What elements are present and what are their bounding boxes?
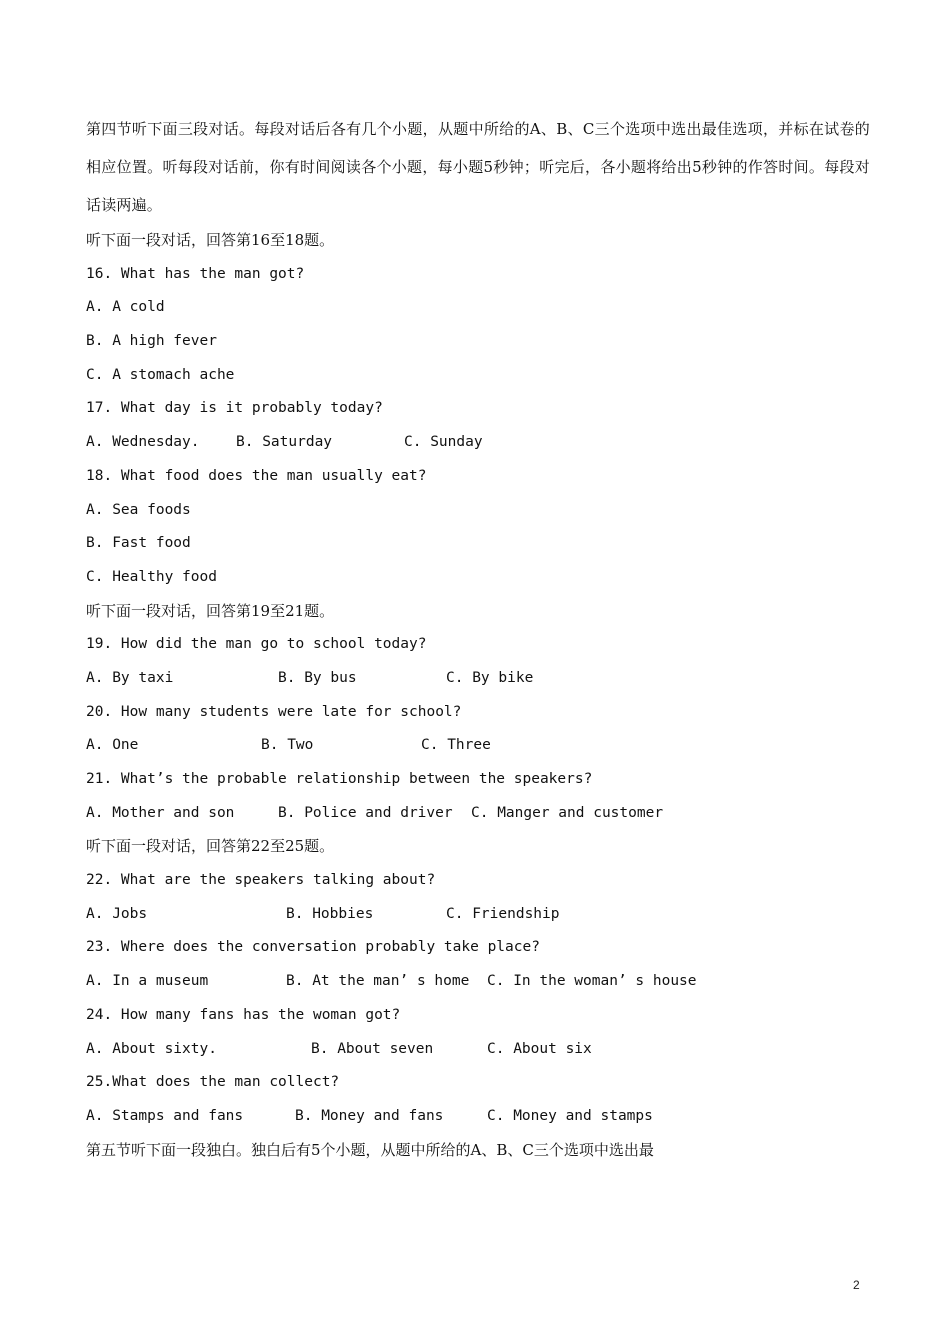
- option-25-b: B. Money and fans: [295, 1107, 444, 1124]
- option-21-c: C. Manger and customer: [471, 804, 664, 821]
- option-18-b: B. Fast food: [86, 535, 191, 552]
- group-heading: 听下面一段对话，回答第22至25题。: [86, 837, 335, 856]
- question-22: 22. What are the speakers talking about?: [86, 872, 436, 889]
- option-20-c: C. Three: [421, 737, 491, 754]
- question-24: 24. How many fans has the woman got?: [86, 1006, 401, 1023]
- question-25: 25.What does the man collect?: [86, 1074, 340, 1091]
- question-21: 21. What’s the probable relationship between the speakers?: [86, 771, 593, 787]
- question-23: 23. Where does the conversation probably take place?: [86, 939, 540, 956]
- question-16: 16. What has the man got?: [86, 265, 305, 282]
- options-22: [86, 898, 870, 932]
- option-23-b: B. At the man’ s home: [286, 973, 470, 990]
- question-20: 20. How many students were late for school?: [86, 703, 462, 720]
- group-heading: 听下面一段对话，回答第19至21题。: [86, 601, 335, 620]
- group-heading: 听下面一段对话，回答第16至18题。: [86, 231, 335, 249]
- option-22-c: C. Friendship: [446, 905, 560, 922]
- option-16-a: A. A cold: [86, 299, 165, 316]
- option-18-a: A. Sea foods: [86, 501, 191, 518]
- options-19: [86, 662, 870, 696]
- page-number: 2: [853, 1278, 860, 1292]
- question-18: 18. What food does the man usually eat?: [86, 467, 427, 484]
- options-17: [86, 426, 870, 460]
- option-17-a: A. Wednesday.: [86, 434, 200, 451]
- option-16-c: C. A stomach ache: [86, 366, 235, 383]
- page-content: [86, 110, 870, 1167]
- option-20-b: B. Two: [261, 737, 314, 754]
- option-17-b: B. Saturday: [236, 434, 333, 451]
- options-24: [86, 1033, 870, 1067]
- option-25-c: C. Money and stamps: [487, 1107, 653, 1124]
- option-22-b: B. Hobbies: [286, 905, 374, 922]
- section4-instructions: 第四节听下面三段对话。每段对话后各有几个小题，从题中所给的A、B、C三个选项中选出最佳选项，并标在试卷的相应位置。听每段对话前，你有时间阅读各个小题，每小题5秒钟；听完后，各小题将给出5秒钟的作答时间。每段对话读两遍。: [86, 120, 870, 214]
- section5-instructions: 第五节听下面一段独白。独白后有5个小题，从题中所给的A、B、C三个选项中选出最: [86, 1140, 654, 1159]
- option-18-c: C. Healthy food: [86, 568, 217, 585]
- options-20: [86, 729, 870, 763]
- option-17-c: C. Sunday: [404, 434, 483, 451]
- option-24-a: A. About sixty.: [86, 1040, 217, 1057]
- option-24-c: C. About six: [487, 1040, 592, 1057]
- option-25-a: A. Stamps and fans: [86, 1107, 244, 1124]
- options-25: [86, 1100, 870, 1134]
- option-22-a: A. Jobs: [86, 905, 148, 922]
- option-21-a: A. Mother and son: [86, 804, 235, 821]
- options-23: [86, 965, 870, 999]
- options-21: [86, 797, 870, 831]
- option-19-c: C. By bike: [446, 669, 534, 686]
- option-19-a: A. By taxi: [86, 669, 174, 686]
- option-24-b: B. About seven: [311, 1040, 434, 1057]
- option-23-c: C. In the woman’ s house: [487, 973, 697, 990]
- option-19-b: B. By bus: [278, 669, 357, 686]
- question-19: 19. How did the man go to school today?: [86, 636, 427, 653]
- option-21-b: B. Police and driver: [278, 804, 453, 821]
- question-17: 17. What day is it probably today?: [86, 400, 383, 417]
- option-16-b: B. A high fever: [86, 333, 217, 350]
- option-20-a: A. One: [86, 737, 139, 754]
- option-23-a: A. In a museum: [86, 973, 209, 990]
